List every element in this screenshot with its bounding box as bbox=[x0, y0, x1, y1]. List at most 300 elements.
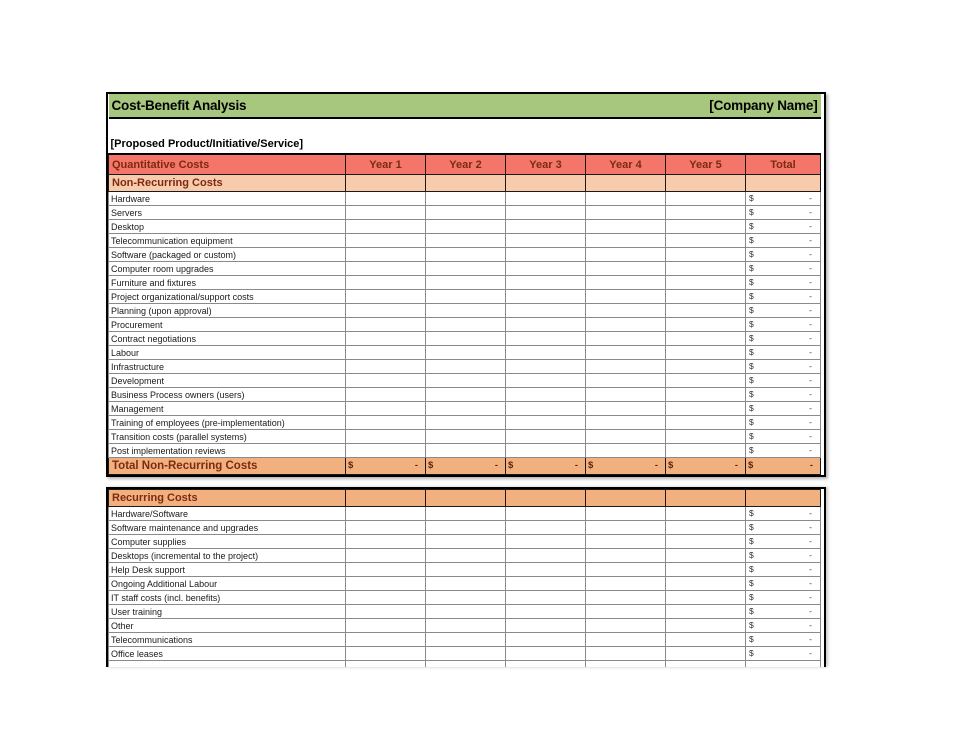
currency-symbol: $ bbox=[749, 648, 754, 659]
year-value-cell[interactable] bbox=[586, 388, 666, 402]
year-value-cell[interactable] bbox=[346, 402, 426, 416]
year-value-cell[interactable] bbox=[666, 591, 746, 605]
year-value-cell[interactable] bbox=[346, 563, 426, 577]
empty-amount: - bbox=[809, 578, 812, 589]
empty-amount: - bbox=[809, 347, 813, 358]
year-value-cell[interactable] bbox=[506, 248, 586, 262]
table-row bbox=[109, 430, 821, 444]
year-value-cell[interactable] bbox=[346, 577, 426, 591]
total-value-cell[interactable] bbox=[746, 416, 821, 430]
total-value-cell[interactable] bbox=[746, 248, 821, 262]
year-value-cell[interactable] bbox=[426, 360, 506, 374]
empty-amount: - bbox=[809, 606, 812, 617]
year-value-cell[interactable] bbox=[346, 430, 426, 444]
year-value-cell[interactable] bbox=[506, 388, 586, 402]
table-row bbox=[109, 206, 821, 220]
row-label: Software maintenance and upgrades bbox=[109, 521, 346, 535]
year-value-cell[interactable] bbox=[586, 444, 666, 458]
year-value-cell[interactable] bbox=[666, 318, 746, 332]
year-value-cell[interactable] bbox=[666, 290, 746, 304]
year-value-cell[interactable] bbox=[666, 262, 746, 276]
row-label: Hardware bbox=[109, 192, 346, 206]
year-value-cell[interactable] bbox=[346, 619, 426, 633]
year-value-cell[interactable] bbox=[506, 318, 586, 332]
year-value-cell[interactable] bbox=[346, 192, 426, 206]
year-value-cell[interactable] bbox=[506, 633, 586, 647]
row-label: Ongoing Additional Labour bbox=[109, 577, 346, 591]
year-value-cell[interactable] bbox=[666, 647, 746, 661]
total-value-cell[interactable] bbox=[746, 290, 821, 304]
year-value-cell[interactable] bbox=[346, 360, 426, 374]
cost-benefit-table bbox=[106, 92, 826, 477]
year-value-cell[interactable] bbox=[666, 605, 746, 619]
year-value-cell[interactable] bbox=[666, 563, 746, 577]
empty-amount: - bbox=[809, 564, 812, 575]
year-value-cell[interactable] bbox=[586, 360, 666, 374]
year-value-cell[interactable] bbox=[506, 430, 586, 444]
subtitle-row bbox=[109, 118, 821, 154]
year-value-cell[interactable] bbox=[426, 563, 506, 577]
empty-amount: - bbox=[494, 460, 498, 472]
currency-symbol: $ bbox=[749, 417, 754, 428]
currency-symbol: $ bbox=[348, 460, 354, 472]
total-value-cell[interactable] bbox=[746, 346, 821, 360]
year-value-cell[interactable] bbox=[426, 444, 506, 458]
total-value-cell[interactable] bbox=[746, 430, 821, 444]
year-value-cell[interactable] bbox=[346, 374, 426, 388]
year-value-cell[interactable] bbox=[666, 206, 746, 220]
year-value-cell[interactable] bbox=[346, 647, 426, 661]
total-year1-cell bbox=[346, 458, 426, 475]
empty-amount: - bbox=[809, 361, 813, 372]
recurring-section-row bbox=[109, 490, 821, 507]
year-value-cell[interactable] bbox=[666, 619, 746, 633]
table-row bbox=[109, 619, 821, 633]
year-value-cell[interactable] bbox=[506, 507, 586, 521]
year-value-cell[interactable] bbox=[346, 234, 426, 248]
year-value-cell[interactable] bbox=[586, 521, 666, 535]
year-value-cell[interactable] bbox=[586, 577, 666, 591]
company-name-placeholder[interactable]: [Company Name] bbox=[709, 98, 818, 113]
year-value-cell[interactable] bbox=[586, 591, 666, 605]
currency-symbol: $ bbox=[749, 361, 754, 372]
year-value-cell[interactable] bbox=[506, 549, 586, 563]
table-row bbox=[109, 633, 821, 647]
total-value-cell[interactable] bbox=[746, 318, 821, 332]
year-value-cell[interactable] bbox=[506, 346, 586, 360]
year-value-cell[interactable] bbox=[666, 346, 746, 360]
row-label: Post implementation reviews bbox=[109, 444, 346, 458]
year-value-cell[interactable] bbox=[666, 535, 746, 549]
currency-symbol: $ bbox=[749, 445, 754, 456]
year-value-cell[interactable] bbox=[586, 605, 666, 619]
currency-symbol: $ bbox=[749, 375, 754, 386]
year-value-cell[interactable] bbox=[506, 535, 586, 549]
empty-amount: - bbox=[809, 389, 813, 400]
year-value-cell[interactable] bbox=[426, 416, 506, 430]
row-label: Training of employees (pre-implementation) bbox=[109, 416, 346, 430]
year-value-cell[interactable] bbox=[426, 577, 506, 591]
year-value-cell[interactable] bbox=[426, 430, 506, 444]
currency-symbol: $ bbox=[749, 207, 754, 218]
year-value-cell[interactable] bbox=[506, 591, 586, 605]
total-year2-cell bbox=[426, 458, 506, 475]
year-value-cell[interactable] bbox=[346, 304, 426, 318]
year-value-cell[interactable] bbox=[346, 507, 426, 521]
year-value-cell[interactable] bbox=[586, 416, 666, 430]
year-value-cell[interactable] bbox=[666, 234, 746, 248]
empty-amount: - bbox=[414, 460, 418, 472]
total-value-cell[interactable] bbox=[746, 549, 821, 563]
year-value-cell[interactable] bbox=[666, 192, 746, 206]
table-row bbox=[109, 262, 821, 276]
year-value-cell[interactable] bbox=[426, 220, 506, 234]
year-value-cell[interactable] bbox=[586, 563, 666, 577]
row-label: IT staff costs (incl. benefits) bbox=[109, 591, 346, 605]
year-value-cell[interactable] bbox=[506, 290, 586, 304]
currency-symbol: $ bbox=[749, 193, 754, 204]
total-value-cell[interactable] bbox=[746, 535, 821, 549]
currency-symbol: $ bbox=[749, 221, 754, 232]
row-label: Planning (upon approval) bbox=[109, 304, 346, 318]
total-year5-cell bbox=[666, 458, 746, 475]
year-value-cell[interactable] bbox=[426, 549, 506, 563]
year-value-cell[interactable] bbox=[506, 192, 586, 206]
total-value-cell[interactable] bbox=[746, 591, 821, 605]
recurring-section-label: Recurring Costs bbox=[109, 490, 346, 507]
empty-amount: - bbox=[809, 445, 813, 456]
year-value-cell[interactable] bbox=[506, 402, 586, 416]
year-value-cell[interactable] bbox=[426, 262, 506, 276]
year-value-cell[interactable] bbox=[346, 605, 426, 619]
total-non-recurring-label: Total Non-Recurring Costs bbox=[109, 458, 346, 475]
currency-symbol: $ bbox=[749, 634, 754, 645]
currency-symbol: $ bbox=[749, 431, 754, 442]
year-value-cell[interactable] bbox=[506, 206, 586, 220]
year-value-cell[interactable] bbox=[506, 444, 586, 458]
year-value-cell[interactable] bbox=[666, 416, 746, 430]
year-value-cell[interactable] bbox=[506, 374, 586, 388]
proposed-product-placeholder[interactable]: [Proposed Product/Initiative/Service] bbox=[109, 118, 821, 154]
year4-header: Year 4 bbox=[586, 154, 666, 175]
year-value-cell[interactable] bbox=[586, 549, 666, 563]
total-value-cell[interactable] bbox=[746, 388, 821, 402]
year-value-cell[interactable] bbox=[426, 647, 506, 661]
year-value-cell[interactable] bbox=[586, 290, 666, 304]
column-header-row bbox=[109, 154, 821, 175]
empty-amount: - bbox=[809, 375, 813, 386]
year-value-cell[interactable] bbox=[666, 248, 746, 262]
currency-symbol: $ bbox=[749, 522, 754, 533]
year-value-cell[interactable] bbox=[586, 430, 666, 444]
row-label: Management bbox=[109, 402, 346, 416]
row-label: User training bbox=[109, 605, 346, 619]
year5-header: Year 5 bbox=[666, 154, 746, 175]
year-value-cell[interactable] bbox=[586, 346, 666, 360]
year-value-cell[interactable] bbox=[586, 318, 666, 332]
year-value-cell[interactable] bbox=[586, 647, 666, 661]
year-value-cell[interactable] bbox=[506, 262, 586, 276]
row-label: Development bbox=[109, 374, 346, 388]
year-value-cell[interactable] bbox=[426, 507, 506, 521]
year-value-cell[interactable] bbox=[346, 276, 426, 290]
table-row bbox=[109, 360, 821, 374]
empty-amount: - bbox=[809, 305, 813, 316]
empty-amount: - bbox=[809, 431, 813, 442]
year-value-cell[interactable] bbox=[346, 388, 426, 402]
year-value-cell[interactable] bbox=[346, 444, 426, 458]
year-value-cell[interactable] bbox=[506, 577, 586, 591]
empty-amount: - bbox=[809, 417, 813, 428]
year-value-cell[interactable] bbox=[666, 332, 746, 346]
year-value-cell[interactable] bbox=[666, 220, 746, 234]
year-value-cell[interactable] bbox=[666, 577, 746, 591]
row-label: Business Process owners (users) bbox=[109, 388, 346, 402]
row-label: Project organizational/support costs bbox=[109, 290, 346, 304]
empty-amount: - bbox=[809, 263, 813, 274]
year-value-cell[interactable] bbox=[506, 234, 586, 248]
currency-symbol: $ bbox=[749, 235, 754, 246]
year-value-cell[interactable] bbox=[586, 234, 666, 248]
total-value-cell[interactable] bbox=[746, 577, 821, 591]
row-label: Office leases bbox=[109, 647, 346, 661]
row-label: Infrastructure bbox=[109, 360, 346, 374]
currency-symbol: $ bbox=[748, 460, 754, 472]
year-value-cell[interactable] bbox=[666, 360, 746, 374]
year-value-cell[interactable] bbox=[666, 430, 746, 444]
year-value-cell[interactable] bbox=[346, 248, 426, 262]
year-value-cell[interactable] bbox=[426, 290, 506, 304]
year-value-cell[interactable] bbox=[506, 647, 586, 661]
total-value-cell[interactable] bbox=[746, 374, 821, 388]
year-value-cell[interactable] bbox=[666, 402, 746, 416]
currency-symbol: $ bbox=[749, 536, 754, 547]
year-value-cell[interactable] bbox=[586, 206, 666, 220]
row-label: Procurement bbox=[109, 318, 346, 332]
empty-amount: - bbox=[809, 634, 812, 645]
table-row bbox=[109, 276, 821, 290]
year-value-cell[interactable] bbox=[426, 318, 506, 332]
row-label: Computer room upgrades bbox=[109, 262, 346, 276]
year-value-cell[interactable] bbox=[426, 248, 506, 262]
total-value-cell[interactable] bbox=[746, 220, 821, 234]
year-value-cell[interactable] bbox=[426, 192, 506, 206]
total-value-cell[interactable] bbox=[746, 234, 821, 248]
year-value-cell[interactable] bbox=[426, 521, 506, 535]
year-value-cell[interactable] bbox=[426, 374, 506, 388]
year-value-cell[interactable] bbox=[506, 360, 586, 374]
year-value-cell[interactable] bbox=[426, 346, 506, 360]
currency-symbol: $ bbox=[749, 263, 754, 274]
year-value-cell[interactable] bbox=[506, 416, 586, 430]
row-label: Labour bbox=[109, 346, 346, 360]
year-value-cell[interactable] bbox=[426, 633, 506, 647]
total-non-recurring-row bbox=[109, 458, 821, 475]
currency-symbol: $ bbox=[749, 620, 754, 631]
year-value-cell[interactable] bbox=[426, 535, 506, 549]
year-value-cell[interactable] bbox=[506, 332, 586, 346]
year-value-cell[interactable] bbox=[346, 521, 426, 535]
year-value-cell[interactable] bbox=[586, 535, 666, 549]
year-value-cell[interactable] bbox=[346, 332, 426, 346]
total-value-cell[interactable] bbox=[746, 304, 821, 318]
year-value-cell[interactable] bbox=[666, 388, 746, 402]
non-recurring-section-row bbox=[109, 175, 821, 192]
currency-symbol: $ bbox=[749, 592, 754, 603]
empty-amount: - bbox=[809, 620, 812, 631]
table-row bbox=[109, 563, 821, 577]
total-value-cell[interactable] bbox=[746, 521, 821, 535]
year-value-cell[interactable] bbox=[666, 507, 746, 521]
currency-symbol: $ bbox=[749, 249, 754, 260]
empty-amount: - bbox=[654, 460, 658, 472]
total-value-cell[interactable] bbox=[746, 360, 821, 374]
currency-symbol: $ bbox=[588, 460, 594, 472]
recurring-costs-table-inner bbox=[108, 489, 821, 667]
year-value-cell[interactable] bbox=[666, 633, 746, 647]
total-value-cell[interactable] bbox=[746, 206, 821, 220]
total-value-cell[interactable] bbox=[746, 402, 821, 416]
table-row bbox=[109, 388, 821, 402]
year-value-cell[interactable] bbox=[586, 192, 666, 206]
year-value-cell[interactable] bbox=[586, 633, 666, 647]
year-value-cell[interactable] bbox=[346, 262, 426, 276]
year-value-cell[interactable] bbox=[666, 549, 746, 563]
currency-symbol: $ bbox=[749, 508, 754, 519]
year-value-cell[interactable] bbox=[346, 290, 426, 304]
table-row bbox=[109, 416, 821, 430]
year-value-cell[interactable] bbox=[346, 591, 426, 605]
row-label: Desktops (incremental to the project) bbox=[109, 549, 346, 563]
year-value-cell[interactable] bbox=[506, 605, 586, 619]
total-value-cell[interactable] bbox=[746, 507, 821, 521]
year-value-cell[interactable] bbox=[586, 304, 666, 318]
year-value-cell[interactable] bbox=[586, 276, 666, 290]
cutoff-row bbox=[109, 661, 821, 668]
year-value-cell[interactable] bbox=[586, 374, 666, 388]
year2-header: Year 2 bbox=[426, 154, 506, 175]
table-row bbox=[109, 346, 821, 360]
year-value-cell[interactable] bbox=[666, 276, 746, 290]
year-value-cell[interactable] bbox=[586, 332, 666, 346]
total-value-cell[interactable] bbox=[746, 647, 821, 661]
year-value-cell[interactable] bbox=[586, 507, 666, 521]
row-label: Telecommunication equipment bbox=[109, 234, 346, 248]
year-value-cell[interactable] bbox=[586, 220, 666, 234]
year-value-cell[interactable] bbox=[426, 388, 506, 402]
year-value-cell[interactable] bbox=[666, 374, 746, 388]
year-value-cell[interactable] bbox=[506, 220, 586, 234]
year-value-cell[interactable] bbox=[586, 248, 666, 262]
total-value-cell[interactable] bbox=[746, 633, 821, 647]
year-value-cell[interactable] bbox=[666, 521, 746, 535]
empty-amount: - bbox=[809, 193, 813, 204]
total-value-cell[interactable] bbox=[746, 444, 821, 458]
year-value-cell[interactable] bbox=[426, 234, 506, 248]
year-value-cell[interactable] bbox=[426, 332, 506, 346]
currency-symbol: $ bbox=[749, 305, 754, 316]
currency-symbol: $ bbox=[749, 389, 754, 400]
empty-amount: - bbox=[809, 648, 812, 659]
year-value-cell[interactable] bbox=[506, 304, 586, 318]
year-value-cell[interactable] bbox=[346, 318, 426, 332]
table-row bbox=[109, 402, 821, 416]
year-value-cell[interactable] bbox=[346, 346, 426, 360]
year-value-cell[interactable] bbox=[586, 402, 666, 416]
currency-symbol: $ bbox=[749, 564, 754, 575]
year-value-cell[interactable] bbox=[426, 276, 506, 290]
year-value-cell[interactable] bbox=[666, 304, 746, 318]
empty-amount: - bbox=[574, 460, 578, 472]
empty-amount: - bbox=[809, 319, 813, 330]
row-label: Transition costs (parallel systems) bbox=[109, 430, 346, 444]
total-year3-cell bbox=[506, 458, 586, 475]
currency-symbol: $ bbox=[508, 460, 514, 472]
currency-symbol: $ bbox=[749, 319, 754, 330]
table-row bbox=[109, 591, 821, 605]
year-value-cell[interactable] bbox=[426, 304, 506, 318]
year-value-cell[interactable] bbox=[586, 262, 666, 276]
total-value-cell[interactable] bbox=[746, 563, 821, 577]
currency-symbol: $ bbox=[749, 550, 754, 561]
currency-symbol: $ bbox=[749, 277, 754, 288]
year-value-cell[interactable] bbox=[426, 619, 506, 633]
non-recurring-costs-table bbox=[108, 94, 821, 475]
year-value-cell[interactable] bbox=[346, 535, 426, 549]
total-value-cell[interactable] bbox=[746, 192, 821, 206]
year-value-cell[interactable] bbox=[346, 549, 426, 563]
year-value-cell[interactable] bbox=[426, 591, 506, 605]
year-value-cell[interactable] bbox=[506, 276, 586, 290]
row-label: Contract negotiations bbox=[109, 332, 346, 346]
table-row bbox=[109, 290, 821, 304]
year-value-cell[interactable] bbox=[666, 444, 746, 458]
page-title: Cost-Benefit Analysis bbox=[111, 98, 247, 113]
empty-amount: - bbox=[809, 508, 812, 519]
total-value-cell[interactable] bbox=[746, 332, 821, 346]
year-value-cell[interactable] bbox=[346, 220, 426, 234]
year-value-cell[interactable] bbox=[346, 206, 426, 220]
empty-amount: - bbox=[809, 536, 812, 547]
empty-amount: - bbox=[809, 249, 813, 260]
row-label: Telecommunications bbox=[109, 633, 346, 647]
empty-amount: - bbox=[809, 333, 813, 344]
year-value-cell[interactable] bbox=[506, 619, 586, 633]
currency-symbol: $ bbox=[749, 578, 754, 589]
total-value-cell[interactable] bbox=[746, 276, 821, 290]
year-value-cell[interactable] bbox=[506, 521, 586, 535]
table-row bbox=[109, 577, 821, 591]
year-value-cell[interactable] bbox=[346, 416, 426, 430]
year-value-cell[interactable] bbox=[586, 619, 666, 633]
year-value-cell[interactable] bbox=[426, 402, 506, 416]
row-label: Furniture and fixtures bbox=[109, 276, 346, 290]
year-value-cell[interactable] bbox=[426, 605, 506, 619]
empty-amount: - bbox=[809, 207, 813, 218]
row-label: Desktop bbox=[109, 220, 346, 234]
year-value-cell[interactable] bbox=[426, 206, 506, 220]
currency-symbol: $ bbox=[428, 460, 434, 472]
total-header: Total bbox=[746, 154, 821, 175]
table-row bbox=[109, 220, 821, 234]
total-value-cell[interactable] bbox=[746, 262, 821, 276]
empty-amount: - bbox=[809, 522, 812, 533]
year-value-cell[interactable] bbox=[346, 633, 426, 647]
total-value-cell[interactable] bbox=[746, 619, 821, 633]
empty-amount: - bbox=[809, 235, 813, 246]
total-value-cell[interactable] bbox=[746, 605, 821, 619]
year-value-cell[interactable] bbox=[506, 563, 586, 577]
